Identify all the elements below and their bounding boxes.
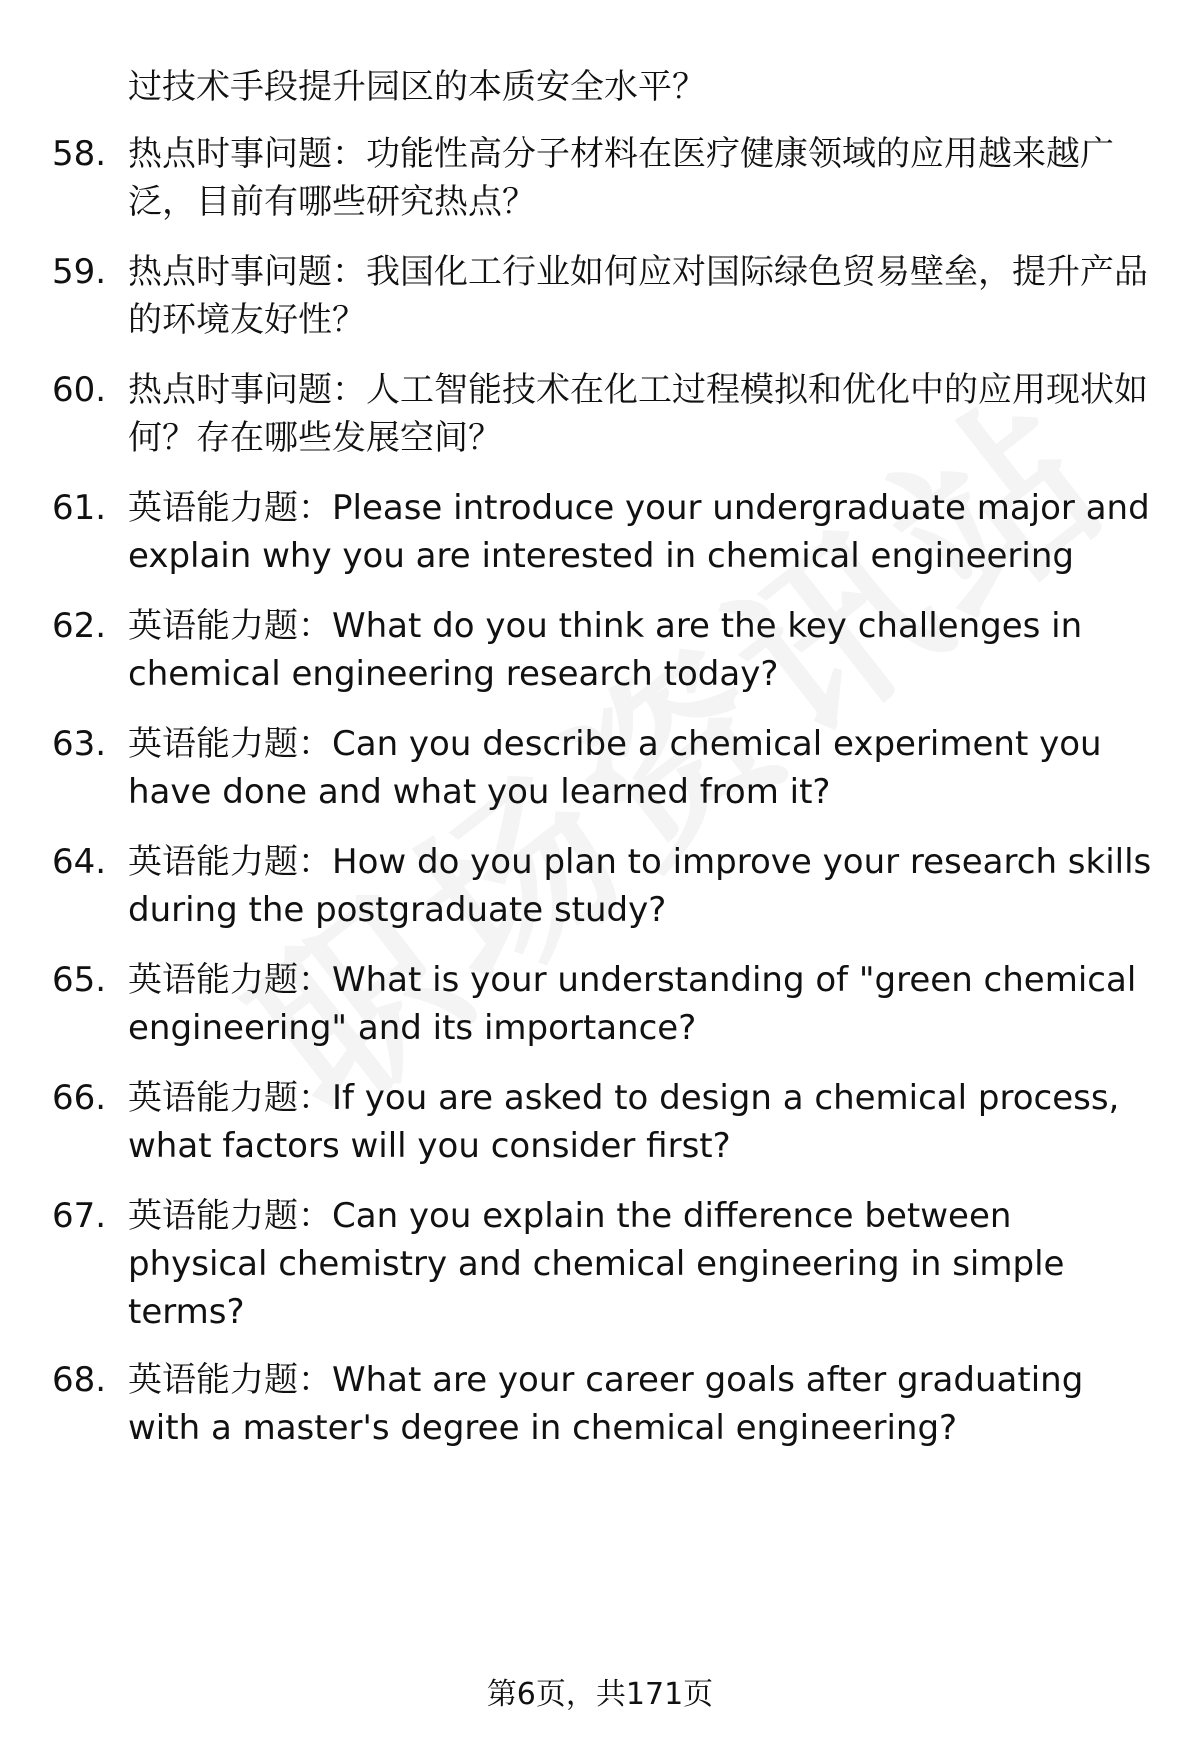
question-number: 61. xyxy=(52,488,107,528)
question-text: 英语能力题：What do you think are the key challenges in chemical engineering research today? xyxy=(128,606,1083,694)
question-number: 67. xyxy=(52,1196,107,1236)
question-number: 68. xyxy=(52,1360,107,1400)
question-number: 58. xyxy=(52,134,107,174)
question-text: 英语能力题：If you are asked to design a chemical process, what factors will you consider first? xyxy=(128,1078,1120,1166)
question-text: 热点时事问题：人工智能技术在化工过程模拟和优化中的应用现状如何？存在哪些发展空间？ xyxy=(128,370,1148,458)
question-item-67 xyxy=(52,1192,1162,1336)
question-text: 英语能力题：What is your understanding of "green chemical engineering" and its importance? xyxy=(128,960,1137,1048)
question-text: 英语能力题：What are your career goals after graduating with a master's degree in chemical engineering? xyxy=(128,1360,1084,1448)
question-item-65 xyxy=(52,956,1162,1052)
question-text: 英语能力题：Can you describe a chemical experiment you have done and what you learned from it? xyxy=(128,724,1102,812)
question-item-68 xyxy=(52,1356,1162,1452)
question-number: 63. xyxy=(52,724,107,764)
question-item-59 xyxy=(52,248,1162,344)
question-text: 热点时事问题：我国化工行业如何应对国际绿色贸易壁垒，提升产品的环境友好性？ xyxy=(128,252,1148,340)
question-item-58 xyxy=(52,130,1162,226)
question-number: 62. xyxy=(52,606,107,646)
question-text: 英语能力题：Please introduce your undergraduate major and explain why you are interested in chemical engineering xyxy=(128,488,1150,576)
question-item-64 xyxy=(52,838,1162,934)
question-number: 59. xyxy=(52,252,107,292)
question-item-66 xyxy=(52,1074,1162,1170)
question-text: 热点时事问题：功能性高分子材料在医疗健康领域的应用越来越广泛，目前有哪些研究热点？ xyxy=(128,134,1114,222)
page-footer: 第6页，共171页 xyxy=(486,1677,714,1712)
question-item-63 xyxy=(52,720,1162,816)
question-item-62 xyxy=(52,602,1162,698)
question-text: 英语能力题：How do you plan to improve your research skills during the postgraduate study? xyxy=(128,842,1152,930)
continuation-text: 过技术手段提升园区的本质安全水平？ xyxy=(128,67,706,107)
question-text: 英语能力题：Can you explain the difference between physical chemistry and chemical engineering in simple terms? xyxy=(128,1196,1065,1332)
question-item-60 xyxy=(52,366,1162,462)
question-number: 65. xyxy=(52,960,107,1000)
question-number: 60. xyxy=(52,370,107,410)
question-number: 66. xyxy=(52,1078,107,1118)
question-item-61 xyxy=(52,484,1162,580)
question-number: 64. xyxy=(52,842,107,882)
